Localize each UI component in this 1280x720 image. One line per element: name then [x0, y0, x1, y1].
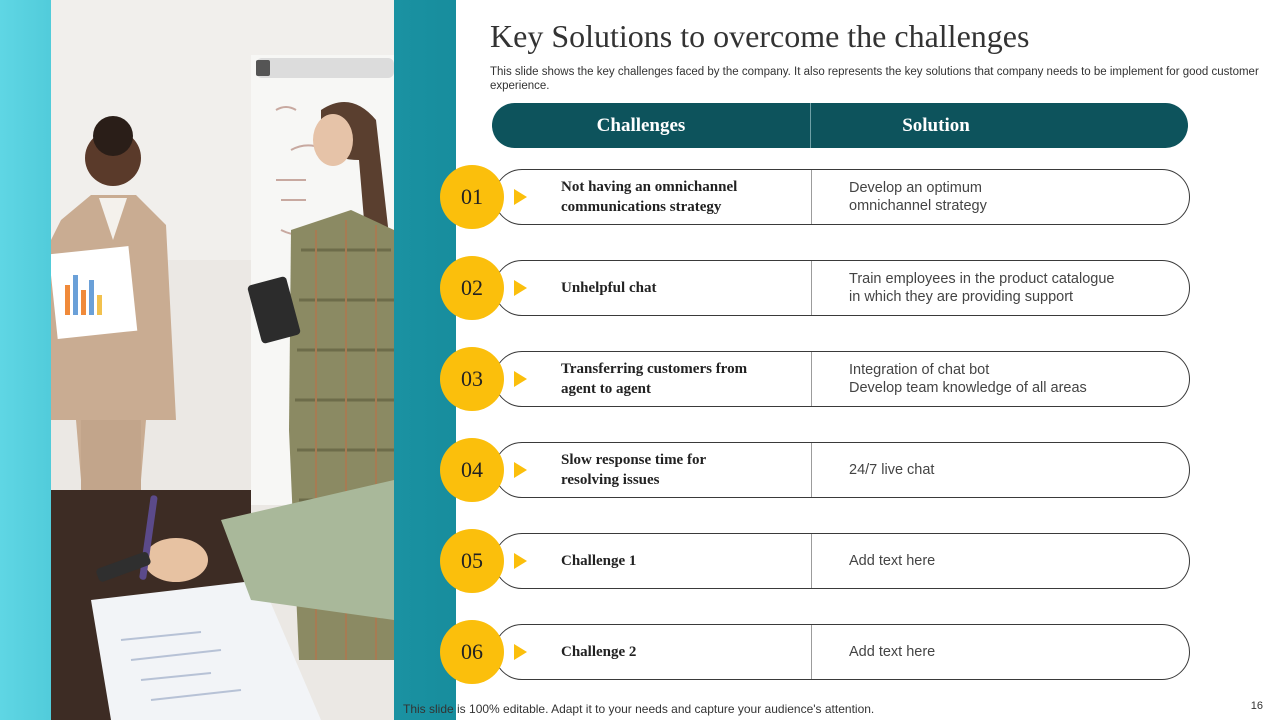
- play-triangle-icon: [514, 371, 527, 387]
- table-header: [492, 103, 1188, 148]
- header-divider: [810, 103, 811, 148]
- row-number-badge: 04: [440, 438, 504, 502]
- row-number-badge: 01: [440, 165, 504, 229]
- solution-text: 24/7 live chat: [849, 462, 935, 478]
- challenge-text: Slow response time for resolving issues: [561, 452, 707, 488]
- play-triangle-icon: [514, 462, 527, 478]
- header-solution: Solution: [902, 115, 970, 136]
- footer-note: This slide is 100% editable. Adapt it to your needs and capture your audience's attention.: [403, 702, 875, 716]
- solution-text: Add text here: [849, 644, 936, 660]
- header-challenges: Challenges: [596, 115, 686, 136]
- row-number-badge: 03: [440, 347, 504, 411]
- play-triangle-icon: [514, 553, 527, 569]
- row-number-badge: 05: [440, 529, 504, 593]
- row-number-badge: 02: [440, 256, 504, 320]
- challenge-text: Transferring customers from agent to agent: [561, 361, 748, 397]
- play-triangle-icon: [514, 644, 527, 660]
- page-number: 16: [1250, 700, 1263, 712]
- row-divider: [811, 352, 812, 406]
- page-subtitle: This slide shows the key challenges faced by the company. It also represents the key solutions that company needs to be implement for good customer experience.: [490, 66, 1259, 92]
- table-row: [440, 347, 1192, 411]
- solution-text: Add text here: [849, 553, 936, 569]
- row-divider: [811, 170, 812, 224]
- table-row: [440, 620, 1192, 684]
- table-row: [440, 256, 1192, 320]
- table-row: [440, 529, 1192, 593]
- row-divider: [811, 443, 812, 497]
- challenge-text: Unhelpful chat: [561, 280, 657, 296]
- meeting-photo: [51, 0, 394, 720]
- solution-text: Integration of chat bot Develop team knowledge of all areas: [849, 362, 1087, 396]
- row-divider: [811, 261, 812, 315]
- solution-text: Develop an optimum omnichannel strategy: [849, 180, 987, 214]
- table-row: [440, 165, 1192, 229]
- challenge-text: Challenge 1: [561, 553, 637, 569]
- challenge-text: Not having an omnichannel communications strategy: [561, 179, 738, 215]
- table-row: [440, 438, 1192, 502]
- row-divider: [811, 625, 812, 679]
- page-title: Key Solutions to overcome the challenges: [490, 18, 1030, 54]
- play-triangle-icon: [514, 189, 527, 205]
- row-divider: [811, 534, 812, 588]
- row-number-badge: 06: [440, 620, 504, 684]
- challenge-text: Challenge 2: [561, 644, 637, 660]
- play-triangle-icon: [514, 280, 527, 296]
- solution-text: Train employees in the product catalogue in which they are providing support: [849, 271, 1115, 305]
